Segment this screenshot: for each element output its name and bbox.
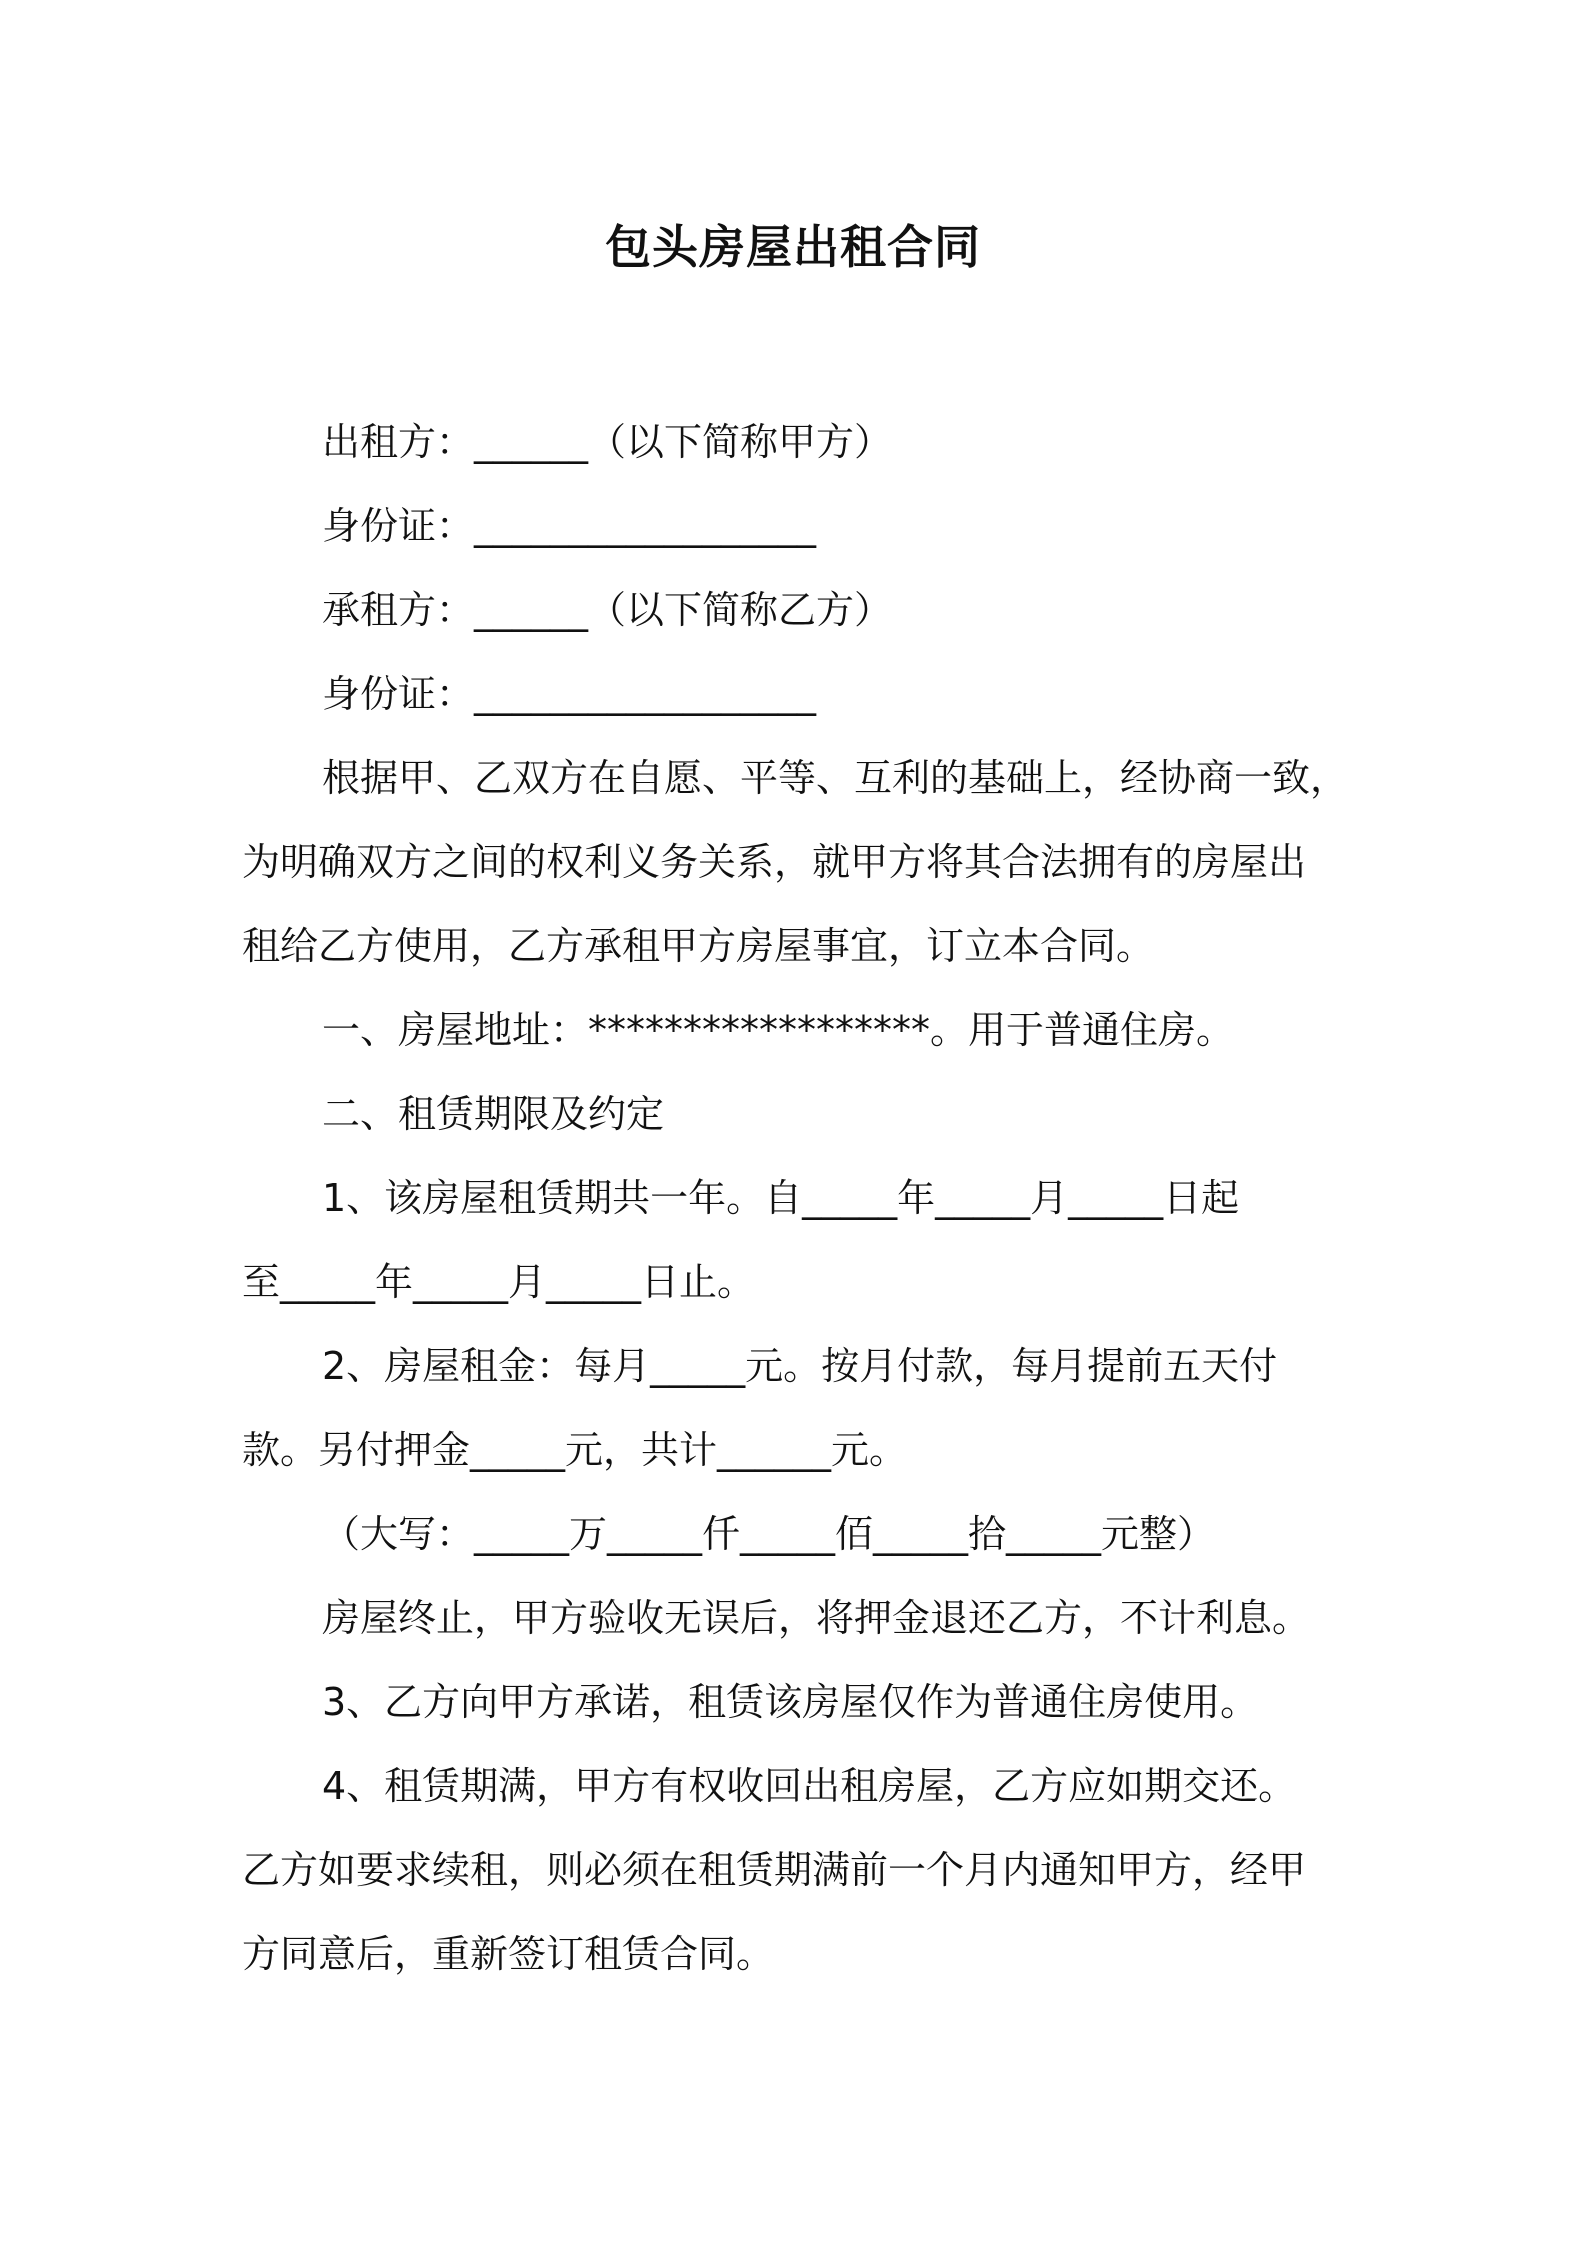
clause-lease-term-heading: 二、租赁期限及约定 xyxy=(322,1092,665,1136)
term-item-1-line-2: 至_____年_____月_____日止。 xyxy=(242,1260,756,1304)
amount-in-words-line: （大写：_____万_____仟_____佰_____拾_____元整） xyxy=(322,1512,1216,1556)
clause-address: 一、房屋地址：******************。用于普通住房。 xyxy=(322,1008,1235,1052)
lessor-id-line: 身份证：__________________ xyxy=(322,504,817,548)
term-item-3: 3、乙方向甲方承诺，租赁该房屋仅作为普通住房使用。 xyxy=(322,1680,1259,1724)
lessor-line: 出租方：______（以下简称甲方） xyxy=(322,420,893,464)
term-item-4-line-1: 4、租赁期满，甲方有权收回出租房屋，乙方应如期交还。 xyxy=(322,1764,1297,1808)
document-body xyxy=(242,400,1354,1996)
deposit-return-line: 房屋终止，甲方验收无误后，将押金退还乙方，不计利息。 xyxy=(322,1596,1311,1640)
preamble-line-1: 根据甲、乙双方在自愿、平等、互利的基础上，经协商一致， xyxy=(322,756,1349,800)
term-item-1-line-1: 1、该房屋租赁期共一年。自_____年_____月_____日起 xyxy=(322,1176,1240,1220)
lessee-line: 承租方：______（以下简称乙方） xyxy=(322,588,893,632)
term-item-4-line-2: 乙方如要求续租，则必须在租赁期满前一个月内通知甲方，经甲 xyxy=(242,1848,1307,1892)
term-item-2-line-2: 款。另付押金_____元，共计______元。 xyxy=(242,1428,908,1472)
preamble-line-2: 为明确双方之间的权利义务关系，就甲方将其合法拥有的房屋出 xyxy=(242,840,1307,884)
term-item-2-line-1: 2、房屋租金：每月_____元。按月付款，每月提前五天付 xyxy=(322,1344,1278,1388)
term-item-4-line-3: 方同意后，重新签订租赁合同。 xyxy=(242,1932,775,1976)
preamble-line-3: 租给乙方使用，乙方承租甲方房屋事宜，订立本合同。 xyxy=(242,924,1155,968)
document-title: 包头房屋出租合同 xyxy=(605,220,981,274)
lessee-id-line: 身份证：__________________ xyxy=(322,672,817,716)
